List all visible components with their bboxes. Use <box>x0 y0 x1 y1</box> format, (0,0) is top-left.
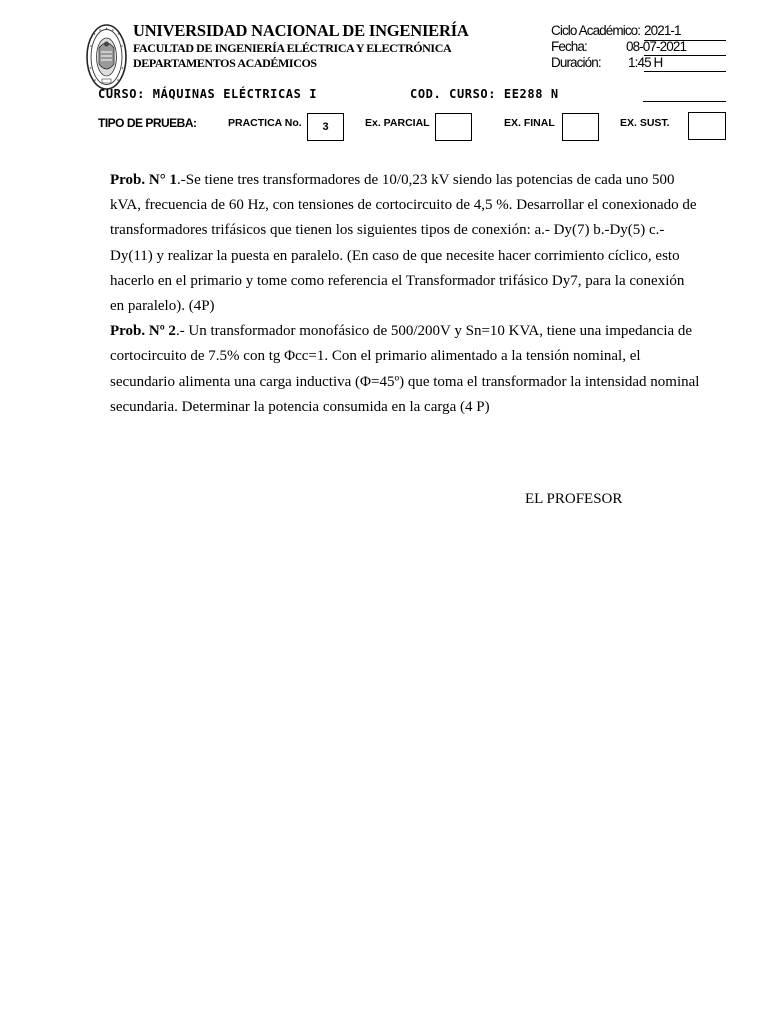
course-underline <box>643 101 726 102</box>
problem-2-title: Prob. Nº 2 <box>110 323 176 340</box>
exam-type-label: TIPO DE PRUEBA: <box>98 116 197 130</box>
cycle-label: Ciclo Académico: <box>551 23 641 38</box>
practice-number: 3 <box>322 121 329 133</box>
university-name: UNIVERSIDAD NACIONAL DE INGENIERÍA <box>133 21 469 40</box>
department-name: DEPARTAMENTOS ACADÉMICOS <box>133 56 317 70</box>
duration-underline <box>644 71 726 72</box>
course-name: CURSO: MÁQUINAS ELÉCTRICAS I <box>98 87 318 101</box>
substitute-exam-box[interactable] <box>688 112 726 140</box>
date-value: 08-07-2021 <box>626 39 687 54</box>
duration-label: Duración: <box>551 55 601 70</box>
practice-label: PRACTICA No. <box>228 117 302 129</box>
university-seal-icon <box>86 24 127 90</box>
partial-exam-label: Ex. PARCIAL <box>365 117 430 129</box>
problem-2 <box>110 319 700 420</box>
cycle-value: 2021-1 <box>644 23 681 38</box>
professor-signature: EL PROFESOR <box>525 491 623 507</box>
problem-1-text: .-Se tiene tres transformadores de 10/0,23 kV siendo las potencias de cada uno 500 kVA, frecuencia de 60 Hz, con tensiones de cortocircuito de 4,5 %. Desarrollar el conexionado de transformadores trifásicos que tienen los siguientes tipos de conexión: a.- Dy(7) b.-Dy(5) c.-Dy(11) y realizar la puesta en paralelo. (En caso de que necesite hacer corrimiento cíclico, esto hacerlo en el primario y tome como referencia el Transformador trifásico Dy7, para la conexión en paralelo). (4P) <box>110 172 697 315</box>
problems-section <box>110 168 700 420</box>
problem-2-text: .- Un transformador monofásico de 500/200V y Sn=10 KVA, tiene una impedancia de cortocircuito de 7.5% con tg Φcc=1. Con el primario alimentado a la tensión nominal, el secundario alimenta una carga inductiva (Φ=45º) que toma el transformador la intensidad nominal secundaria. Determinar la potencia consumida en la carga (4 P) <box>110 323 700 415</box>
partial-exam-box[interactable] <box>435 113 472 141</box>
final-exam-label: EX. FINAL <box>504 117 555 129</box>
duration-value: 1:45 H <box>628 55 663 70</box>
substitute-exam-label: EX. SUST. <box>620 117 670 129</box>
faculty-name: FACULTAD DE INGENIERÍA ELÉCTRICA Y ELECTRÓNICA <box>133 41 452 55</box>
date-label: Fecha: <box>551 39 587 54</box>
problem-1 <box>110 168 700 319</box>
final-exam-box[interactable] <box>562 113 599 141</box>
problem-1-title: Prob. N° 1 <box>110 172 177 188</box>
practice-number-box[interactable] <box>307 113 344 141</box>
course-code: COD. CURSO: EE288 N <box>410 87 559 101</box>
